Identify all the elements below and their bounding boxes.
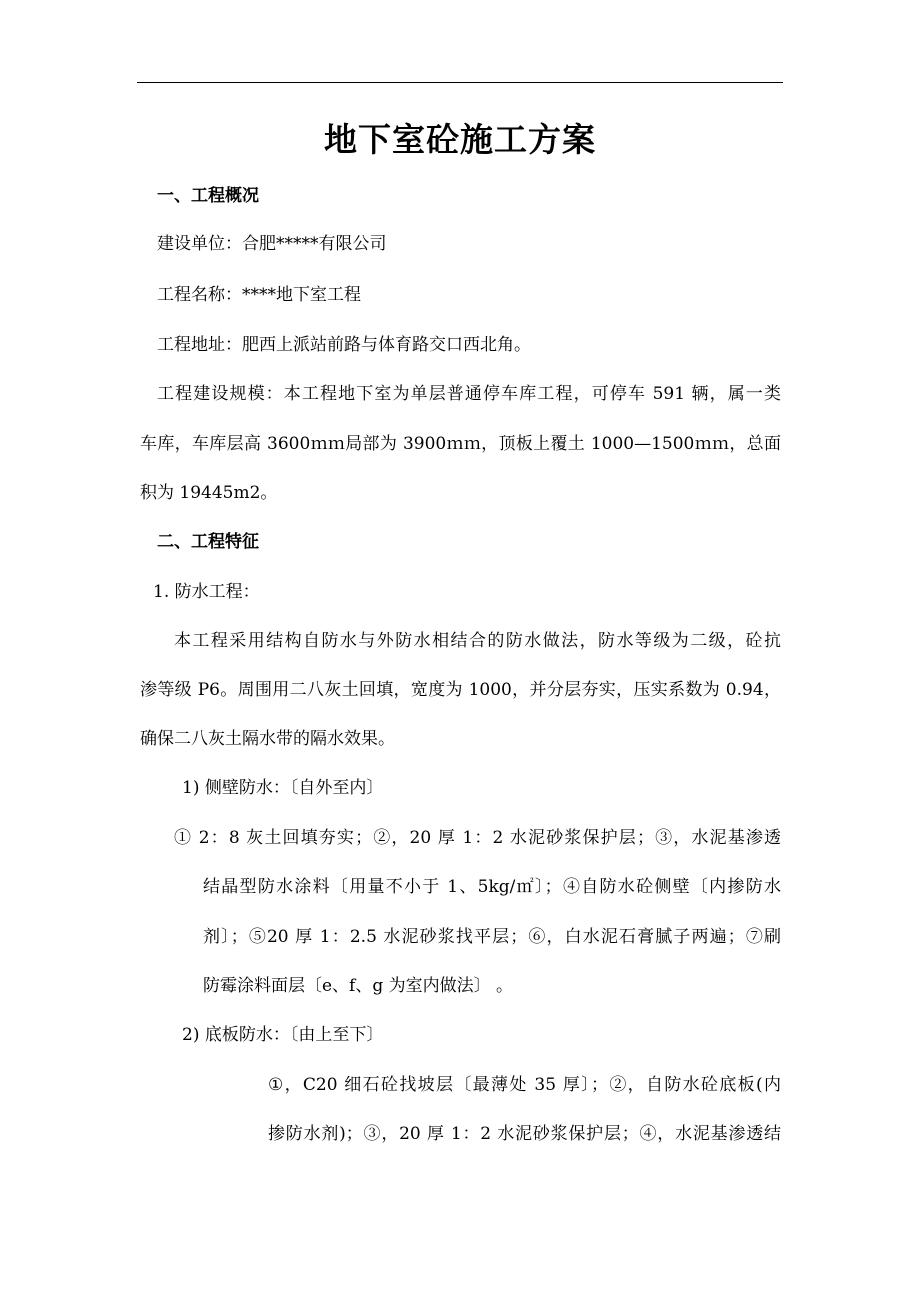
document-title: 地下室砼施工方案 <box>324 120 596 159</box>
scale-line: 车库，车库层高 3600ｍｍ局部为 3900ｍｍ，顶板上覆土 1000—1500ｍｍ，总面 <box>140 434 781 454</box>
side-wall-line: 防霉涂料面层〔e、f、g 为室内做法〕 。 <box>203 976 514 996</box>
side-wall-line: 结晶型防水涂料〔用量不小于 1、5kg/㎡〕；④自防水砼侧壁〔内掺防水 <box>203 877 781 897</box>
item1-line: 确保二八灰土隔水带的隔水效果。 <box>140 729 395 749</box>
item1-line: 本工程采用结构自防水与外防水相结合的防水做法，防水等级为二级，砼抗 <box>174 631 781 651</box>
header-rule <box>137 82 783 83</box>
project-name-line: 工程名称：****地下室工程 <box>157 285 361 305</box>
address-line: 工程地址：肥西上派站前路与体育路交口西北角。 <box>157 335 531 355</box>
floor-label: 2) 底板防水：〔由上至下〕 <box>182 1025 384 1045</box>
floor-line: 掺防水剂)；③，20 厚 1：2 水泥砂浆保护层；④，水泥基渗透结 <box>268 1124 781 1144</box>
item1-label: 1. 防水工程： <box>153 582 260 602</box>
item1-line: 渗等级 P6。周围用二八灰土回填，宽度为 1000，并分层夯实，压实系数为 0.94， <box>140 680 781 700</box>
scale-line: 工程建设规模：本工程地下室为单层普通停车库工程，可停车 591 辆，属一类 <box>157 384 781 404</box>
section1-heading: 一、工程概况 <box>157 186 259 206</box>
side-wall-line: ① 2：8 灰土回填夯实；②，20 厚 1：2 水泥砂浆保护层；③，水泥基渗透 <box>174 828 781 848</box>
scale-line: 积为 19445m2。 <box>140 483 278 503</box>
side-wall-line: 剂〕；⑤20 厚 1：2.5 水泥砂浆找平层；⑥，白水泥石膏腻子两遍；⑦刷 <box>203 927 781 947</box>
section2-heading: 二、工程特征 <box>157 532 259 552</box>
floor-line: ①，C20 细石砼找坡层〔最薄处 35 厚〕；②，自防水砼底板(内 <box>268 1075 781 1095</box>
owner-line: 建设单位：合肥*****有限公司 <box>157 234 387 254</box>
side-wall-label: 1) 侧壁防水：〔自外至内〕 <box>182 778 384 798</box>
